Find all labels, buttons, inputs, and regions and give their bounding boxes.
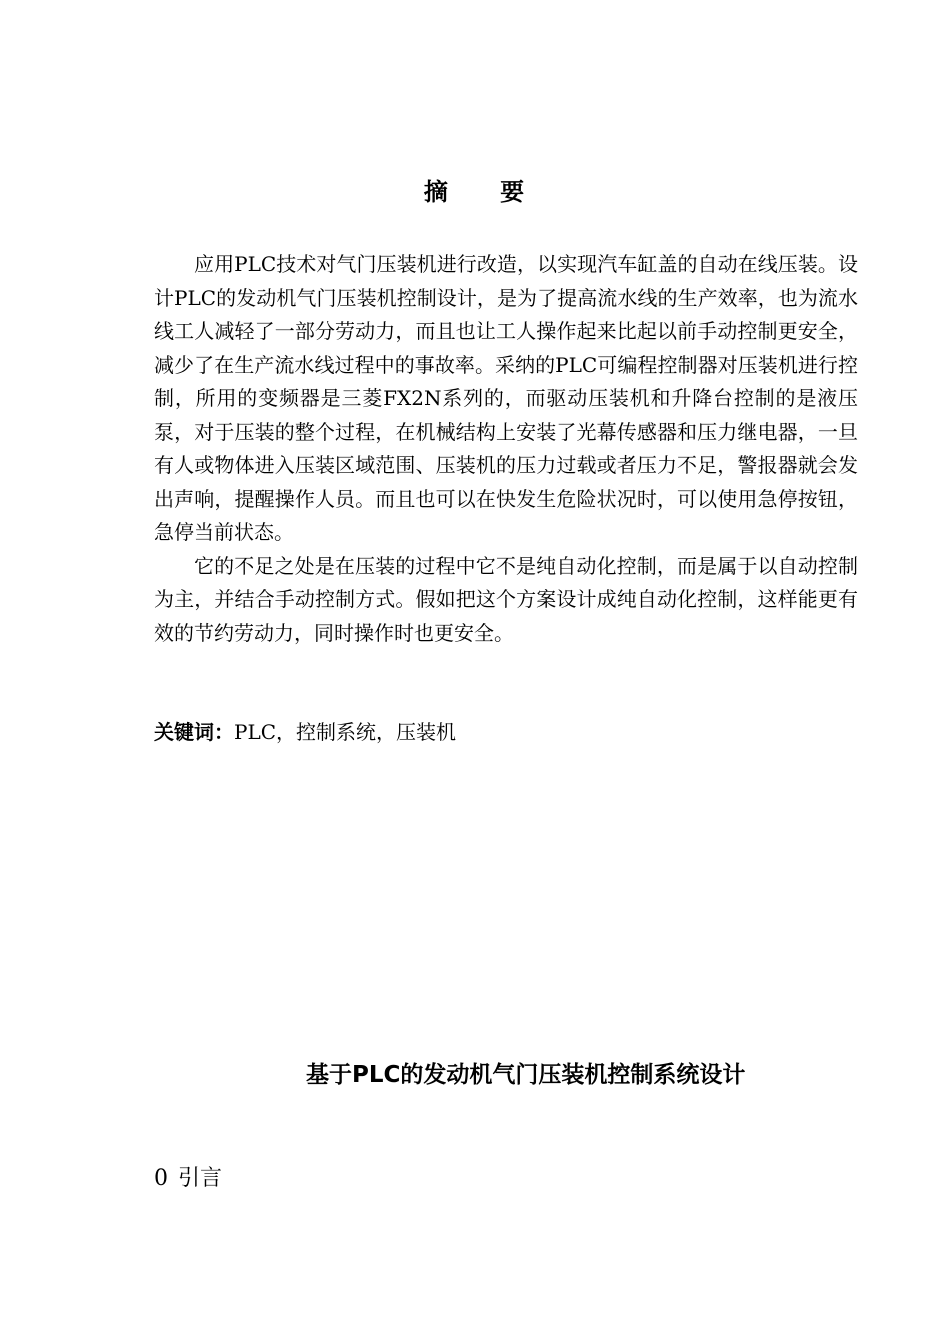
abstract-body [154,248,858,650]
abstract-title: 摘 要 [423,178,527,206]
abstract-paragraph-2: 它的不足之处是在压装的过程中它不是纯自动化控制，而是属于以自动控制为主，并结合手动控制方式。假如把这个方案设计成纯自动化控制，这样能更有效的节约劳动力，同时操作时也更安全。 [154,553,858,645]
keywords-line [154,716,858,749]
thesis-title: 基于PLC的发动机气门压装机控制系统设计 [306,1062,746,1088]
section-number: 0 [154,1166,168,1191]
section-heading [154,1162,222,1196]
keywords-label: 关键词： [154,720,234,744]
keywords-text: PLC，控制系统，压装机 [234,720,457,744]
section-title: 引言 [178,1166,223,1191]
abstract-paragraph-1: 应用PLC技术对气门压装机进行改造，以实现汽车缸盖的自动在线压装。设计PLC的发动机气门压装机控制设计，是为了提高流水线的生产效率，也为流水线工人减轻了一部分劳动力，而且也让工人操作起来比起以前手动控制更安全，减少了在生产流水线过程中的事故率。采纳的PLC可编程控制器对压装机进行控制，所用的变频器是三菱FX2N系列的，而驱动压装机和升降台控制的是液压泵，对于压装的整个过程，在机械结构上安装了光幕传感器和压力继电器，一旦有人或物体进入压装区域范围、压装机的压力过载或者压力不足，警报器就会发出声响，提醒操作人员。而且也可以在快发生危险状况时，可以使用急停按钮，急停当前状态。 [154,252,858,544]
